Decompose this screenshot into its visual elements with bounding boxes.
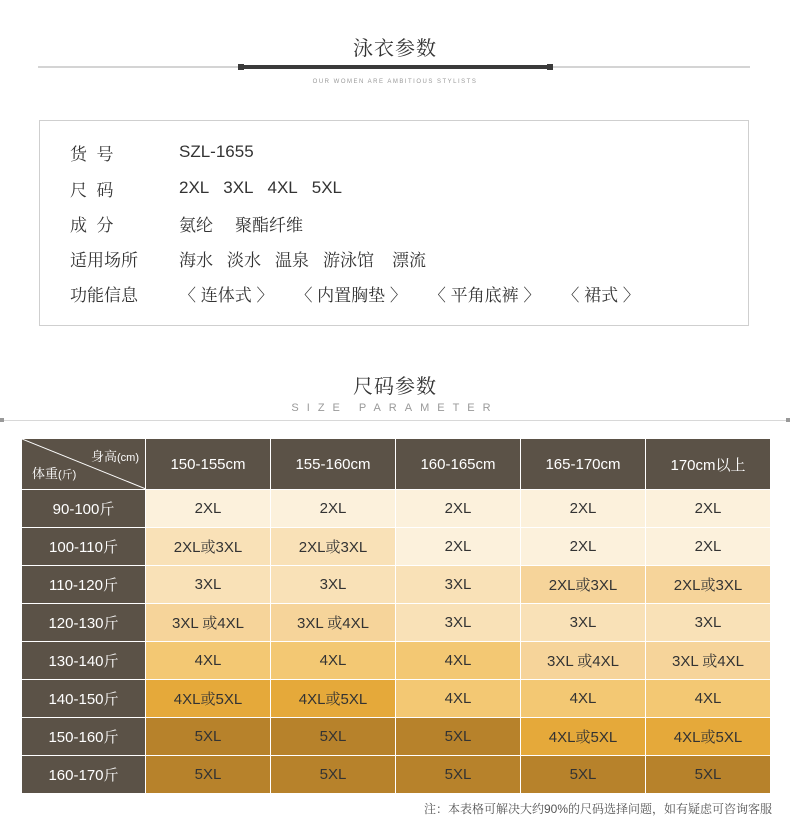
size-section-title: 尺码参数 <box>353 376 437 398</box>
table-cell: 5XL <box>396 756 521 794</box>
corner-weight-label: 体重(斤) <box>32 466 77 481</box>
table-cell: 5XL <box>521 756 646 794</box>
info-value: 〈 裙式 〉 <box>562 285 640 305</box>
table-row <box>22 756 771 794</box>
row-header: 100-110斤 <box>22 528 146 566</box>
table-row <box>22 718 771 756</box>
table-cell: 2XL或3XL <box>146 528 271 566</box>
table-row <box>22 566 771 604</box>
table-cell: 5XL <box>271 718 396 756</box>
table-corner-cell <box>22 439 146 490</box>
row-header: 110-120斤 <box>22 566 146 604</box>
info-value: 〈 平角底裤 〉 <box>428 285 541 305</box>
table-cell: 2XL <box>396 528 521 566</box>
info-value: 漂流 <box>392 250 426 270</box>
info-value: 温泉 <box>275 250 309 270</box>
info-label: 货 号 <box>70 144 114 164</box>
table-cell: 4XL <box>396 642 521 680</box>
column-header: 160-165cm <box>396 439 521 490</box>
table-cell: 2XL或3XL <box>521 566 646 604</box>
info-label: 功能信息 <box>70 285 138 305</box>
size-chart-table <box>21 438 771 794</box>
table-cell: 4XL <box>646 680 771 718</box>
table-cell: 2XL <box>646 528 771 566</box>
table-cell: 3XL <box>646 604 771 642</box>
info-row-features <box>70 281 654 305</box>
table-cell: 4XL <box>396 680 521 718</box>
info-value: 〈 内置胸垫 〉 <box>295 285 407 305</box>
row-header: 130-140斤 <box>22 642 146 680</box>
product-info-box <box>39 120 749 326</box>
table-cell: 3XL 或4XL <box>646 642 771 680</box>
column-header: 155-160cm <box>271 439 396 490</box>
size-section-subtitle: SIZE PARAMETER <box>291 402 499 414</box>
info-row-material <box>70 211 317 235</box>
table-cell: 2XL <box>521 528 646 566</box>
info-value: 游泳馆 <box>323 250 374 270</box>
table-cell: 3XL <box>396 566 521 604</box>
table-cell: 5XL <box>396 718 521 756</box>
row-header: 140-150斤 <box>22 680 146 718</box>
column-header: 165-170cm <box>521 439 646 490</box>
table-cell: 2XL <box>271 490 396 528</box>
table-row <box>22 642 771 680</box>
info-value: SZL-1655 <box>179 142 254 161</box>
column-header: 170cm以上 <box>646 439 771 490</box>
size-section-divider <box>0 420 790 421</box>
table-cell: 3XL <box>271 566 396 604</box>
table-cell: 4XL或5XL <box>146 680 271 718</box>
table-cell: 2XL <box>646 490 771 528</box>
table-cell: 3XL <box>396 604 521 642</box>
table-cell: 3XL 或4XL <box>271 604 396 642</box>
table-cell: 4XL或5XL <box>271 680 396 718</box>
table-row <box>22 604 771 642</box>
table-cell: 4XL <box>521 680 646 718</box>
table-cell: 2XL <box>521 490 646 528</box>
corner-height-label: 身高(cm) <box>90 449 139 464</box>
column-header: 150-155cm <box>146 439 271 490</box>
info-label: 尺 码 <box>70 180 114 200</box>
table-cell: 2XL <box>396 490 521 528</box>
table-row <box>22 680 771 718</box>
table-cell: 3XL 或4XL <box>146 604 271 642</box>
table-cell: 4XL或5XL <box>646 718 771 756</box>
table-cell: 2XL或3XL <box>646 566 771 604</box>
info-value: 5XL <box>311 178 342 197</box>
info-value: 淡水 <box>227 250 261 270</box>
info-row-usage <box>70 246 440 270</box>
row-header: 150-160斤 <box>22 718 146 756</box>
table-cell: 2XL <box>146 490 271 528</box>
row-header: 90-100斤 <box>22 490 146 528</box>
page-subtitle: OUR WOMEN ARE AMBITIOUS STYLISTS <box>312 79 478 85</box>
info-value: 海水 <box>179 250 213 270</box>
info-value: 聚酯纤维 <box>235 215 303 235</box>
info-value: 2XL <box>179 178 210 197</box>
table-header-row <box>22 439 771 490</box>
row-header: 120-130斤 <box>22 604 146 642</box>
row-header: 160-170斤 <box>22 756 146 794</box>
table-cell: 5XL <box>146 718 271 756</box>
table-cell: 4XL或5XL <box>521 718 646 756</box>
table-row <box>22 528 771 566</box>
info-value: 〈 连体式 〉 <box>179 285 274 305</box>
page-title: 泳衣参数 <box>353 38 437 60</box>
table-cell: 3XL <box>146 566 271 604</box>
table-cell: 5XL <box>146 756 271 794</box>
footnote: 注：本表格可解决大约90%的尺码选择问题，如有疑虑可咨询客服 <box>423 802 772 816</box>
table-cell: 3XL 或4XL <box>521 642 646 680</box>
table-cell: 4XL <box>146 642 271 680</box>
info-row-size <box>70 176 356 200</box>
info-value: 3XL <box>223 178 254 197</box>
info-value: 氨纶 <box>179 215 213 235</box>
info-value: 4XL <box>267 178 298 197</box>
table-cell: 3XL <box>521 604 646 642</box>
table-row <box>22 490 771 528</box>
title-divider-accent <box>240 65 551 69</box>
info-row-item-number <box>70 140 268 164</box>
table-cell: 5XL <box>646 756 771 794</box>
table-cell: 2XL或3XL <box>271 528 396 566</box>
table-cell: 5XL <box>271 756 396 794</box>
table-cell: 4XL <box>271 642 396 680</box>
info-label: 成 分 <box>70 215 114 235</box>
info-label: 适用场所 <box>70 250 138 270</box>
